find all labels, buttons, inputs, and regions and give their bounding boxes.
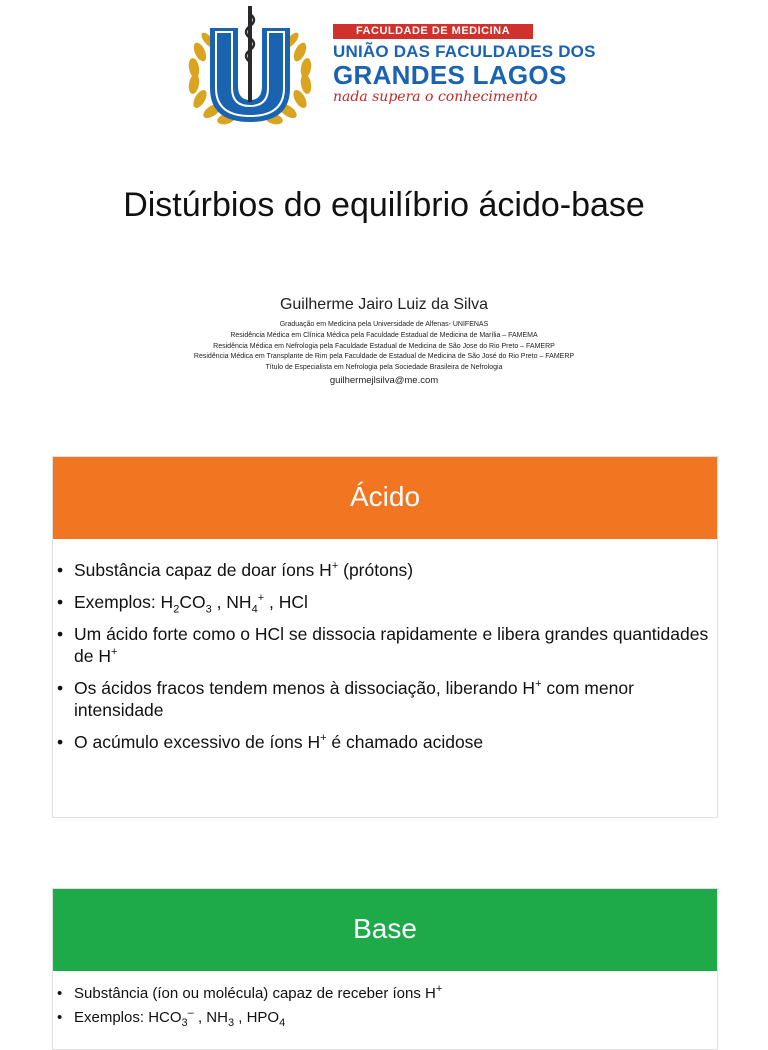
credential-line: Graduação em Medicina pela Universidade de Alfenas- UNIFENAS — [279, 321, 489, 328]
acid-slide — [52, 456, 718, 818]
base-slide — [52, 888, 718, 1050]
author-name: Guilherme Jairo Luiz da Silva — [279, 296, 489, 313]
list-item: • Exemplos: $H_2CO_3$ , $NH_4^+$ , HCl — [57, 592, 308, 616]
institution-tagline: nada supera o conhecimento — [333, 89, 538, 105]
credential-line: Título de Especialista em Nefrologia pela Sociedade Brasileira de Nefrologia — [265, 364, 503, 371]
list-item: • O acúmulo excessivo de íons H+ é chamado acidose — [57, 732, 484, 752]
acid-slide-header: Ácido — [53, 457, 717, 539]
institution-logo — [180, 0, 596, 128]
list-item: • Substância (íon ou molécula) capaz de receber íons H+ — [57, 983, 443, 1002]
bullet-icon: • — [57, 985, 63, 1002]
credential-line: Residência Médica em Clínica Médica pela Faculdade Estadual de Medicina de Marília – FAMEMA — [230, 332, 538, 339]
base-slide-header: Base — [53, 889, 717, 971]
list-item: • Um ácido forte como o HCl se dissocia rapidamente e libera grandes quantidades de H+ — [57, 624, 709, 666]
base-bullet-list — [57, 985, 711, 1027]
presentation-title: Distúrbios do equilíbrio ácido-base — [123, 186, 645, 224]
title-slide — [0, 0, 768, 432]
laurel-emblem-icon — [180, 0, 320, 128]
institution-name-line2: GRANDES LAGOS — [333, 60, 567, 90]
bullet-icon: • — [57, 624, 64, 644]
list-item: • Substância capaz de doar íons H+ (prótons) — [57, 560, 414, 580]
bullet-icon: • — [57, 678, 64, 698]
bullet-icon: • — [57, 732, 64, 752]
bullet-icon: • — [57, 560, 64, 580]
author-email: guilhermejlsilva@me.com — [329, 375, 439, 386]
credential-line: Residência Médica em Transplante de Rim pela Faculdade de Estadual de Medicina de São José do Rio Preto – FAMERP — [193, 353, 575, 360]
list-item: • Os ácidos fracos tendem menos à dissociação, liberando H+ com menor intensidade — [57, 678, 634, 720]
bullet-icon: • — [57, 1009, 63, 1026]
acid-bullet-list — [57, 559, 711, 753]
credential-line: Residência Médica em Nefrologia pela Faculdade Estadual de Medicina de São Jose do Rio Preto – FAMERP — [213, 343, 555, 350]
bullet-icon: • — [57, 592, 64, 612]
institution-name-line1: UNIÃO DAS FACULDADES DOS — [333, 42, 596, 61]
faculty-badge: FACULDADE DE MEDICINA — [333, 24, 533, 39]
list-item: • Exemplos: $HCO_3^-$ , $NH_3$ , $HPO_4$ — [57, 1007, 286, 1029]
